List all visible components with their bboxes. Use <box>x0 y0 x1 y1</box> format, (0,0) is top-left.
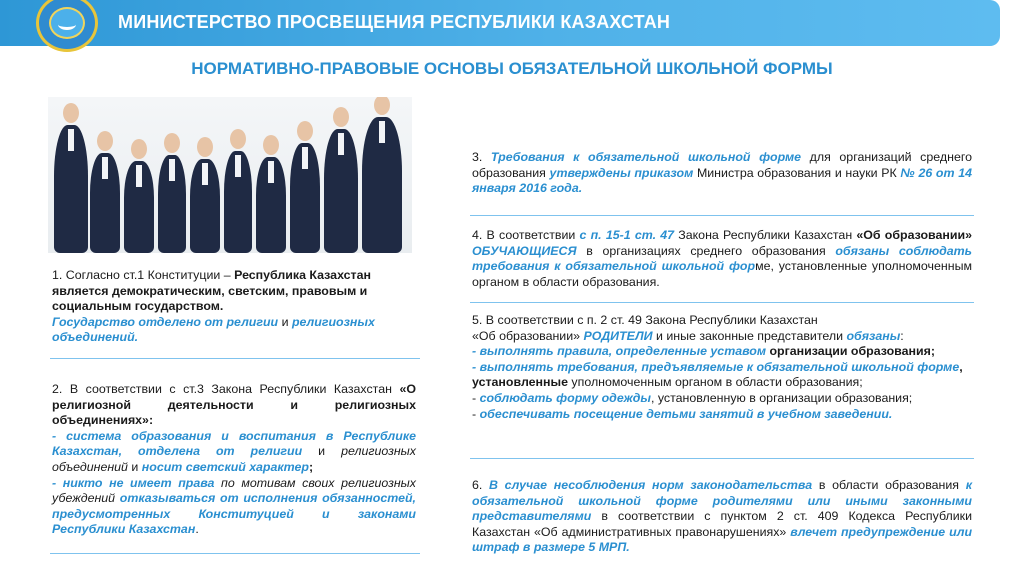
item-3: 3. Требования к обязательной школьной форме для организаций среднего образования утверждены приказом Министра образования и науки РК № 26 от 14 января 2016 года. <box>472 150 972 196</box>
header-title: МИНИСТЕРСТВО ПРОСВЕЩЕНИЯ РЕСПУБЛИКИ КАЗАХСТАН <box>118 12 671 32</box>
item-6: 6. В случае несоблюдения норм законодательства в области образования к обязательной школьной форме родителями или иными законными представителями в соответствии с пунктом 2 ст. 409 Кодекса Республики Казахстан «Об административных правонарушениях» влечет предупреждение или штраф в размере 5 МРП. <box>472 478 973 555</box>
header-bar <box>0 0 1000 46</box>
item-2: 2. В соответствии с ст.3 Закона Республики Казахстан «О религиозной деятельности и религиозных объединениях»: - система образования и воспитания в Республике Казахстан, отделена от религии и религиозных объединений и носит светский характер; - никто не имеет права по мотивам своих религиозных убеждений отказываться от исполнения обязанностей, предусмотренных Конституцией и законами Республики Казахстан. <box>52 382 417 537</box>
item-4: 4. В соответствии с п. 15-1 ст. 47 Закона Республики Казахстан «Об образовании» ОБУЧАЮЩИЕСЯ в организациях среднего образования обязаны соблюдать требования к обязательной школьной форме, установленные уполномоченным органом в области образования. <box>472 228 972 289</box>
divider <box>50 358 420 359</box>
divider <box>470 458 974 459</box>
divider <box>50 553 420 554</box>
page-title: НОРМАТИВНО-ПРАВОВЫЕ ОСНОВЫ ОБЯЗАТЕЛЬНОЙ ШКОЛЬНОЙ ФОРМЫ <box>191 59 833 78</box>
students-in-uniform-photo <box>48 97 412 253</box>
item-1: 1. Согласно ст.1 Конституции – Республика Казахстан является демократическим, светским, правовым и социальным государством. Государство отделено от религии и религиозных объединений. <box>52 268 375 345</box>
item-5: 5. В соответствии с п. 2 ст. 49 Закона Республики Казахстан «Об образовании» РОДИТЕЛИ и иные законные представители обязаны: - выполнять правила, определенные уставом организации образования; - выполнять требования, предъявляемые к обязательной школьной форме, установленные уполномоченным органом в области образования; - соблюдать форму одежды, установленную в организации образования; - обеспечивать посещение детьми занятий в учебном заведении. <box>472 313 963 421</box>
divider <box>470 302 974 303</box>
divider <box>470 215 974 216</box>
ministry-emblem-icon <box>36 0 98 52</box>
